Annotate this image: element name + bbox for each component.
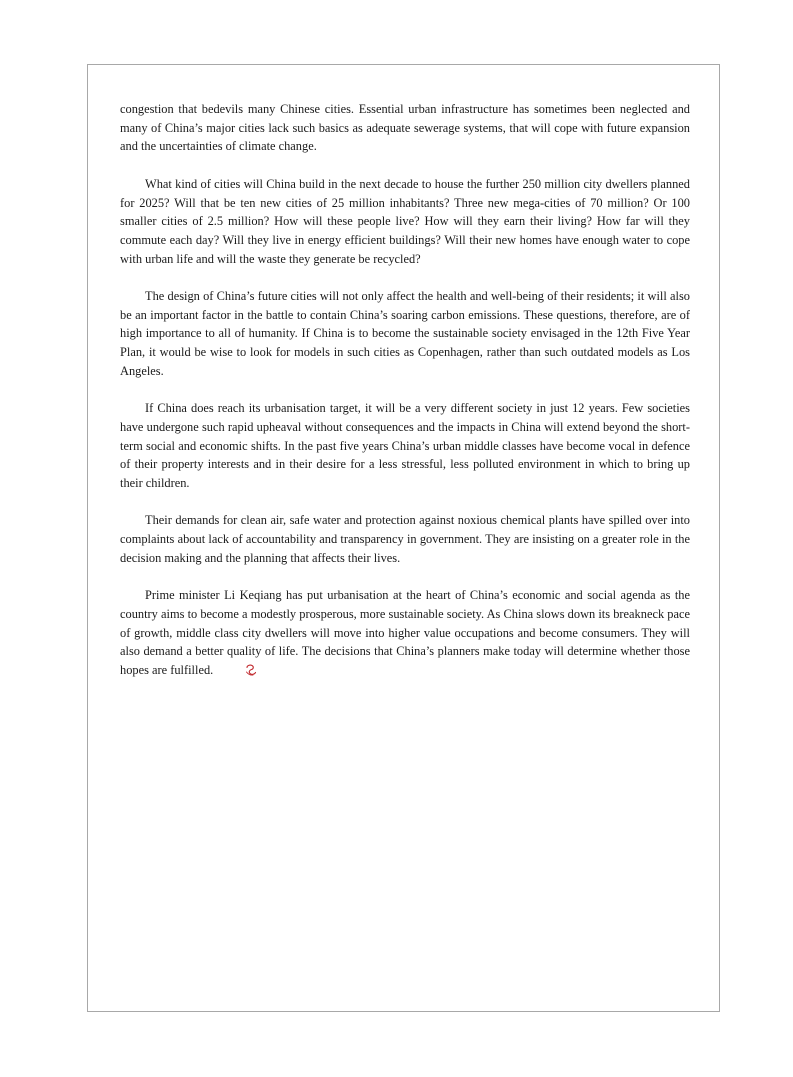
paragraph-5: Their demands for clean air, safe water and protection against noxious chemical plants have spilled over into complaints about lack of accountability and transparency in government. They are insisting on a greater role in the decision making and the planning that affects their lives. (120, 513, 690, 565)
paragraph-6 (120, 586, 690, 680)
paragraph-1: congestion that bedevils many Chinese cities. Essential urban infrastructure has sometimes been neglected and many of China’s major cities lack such basics as adequate sewerage systems, that will cope with future expansion and the uncertainties of climate change. (120, 102, 690, 154)
article-body (120, 100, 690, 680)
paragraph-6-text: Prime minister Li Keqiang has put urbanisation at the heart of China’s economic and social agenda as the country aims to become a modestly prosperous, more sustainable society. As China slows down its breakneck pace of growth, middle class city dwellers will move into higher value occupations and become consumers. They will also demand a better quality of life. The decisions that China’s planners make today will determine whether those hopes are fulfilled. (120, 588, 690, 678)
paragraph-3: The design of China’s future cities will not only affect the health and well-being of their residents; it will also be an important factor in the battle to contain China’s soaring carbon emissions. These questions, therefore, are of high importance to all of humanity. If China is to become the sustainable society envisaged in the 12th Five Year Plan, it would be wise to look for models in such cities as Copenhagen, rather than such outdated models as Los Angeles. (120, 289, 690, 378)
paragraph-4: If China does reach its urbanisation target, it will be a very different society in just 12 years. Few societies have undergone such rapid upheaval without consequences and the impacts in China will extend beyond the short-term social and economic shifts. In the past five years China’s urban middle classes have become vocal in defence of their property interests and in their desire for a less stressful, less polluted environment in which to bring up their children. (120, 401, 690, 491)
end-of-article-swirl-icon (219, 663, 233, 677)
paragraph-2: What kind of cities will China build in the next decade to house the further 250 million city dwellers planned for 2025? Will that be ten new cities of 25 million inhabitants? Three new mega-cities of 70 million? Or 100 smaller cities of 2.5 million? How will these people live? How will they earn their living? How far will they commute each day? Will they live in energy efficient buildings? Will their new homes have enough water to cope with urban life and will the waste they generate be recycled? (120, 176, 690, 266)
